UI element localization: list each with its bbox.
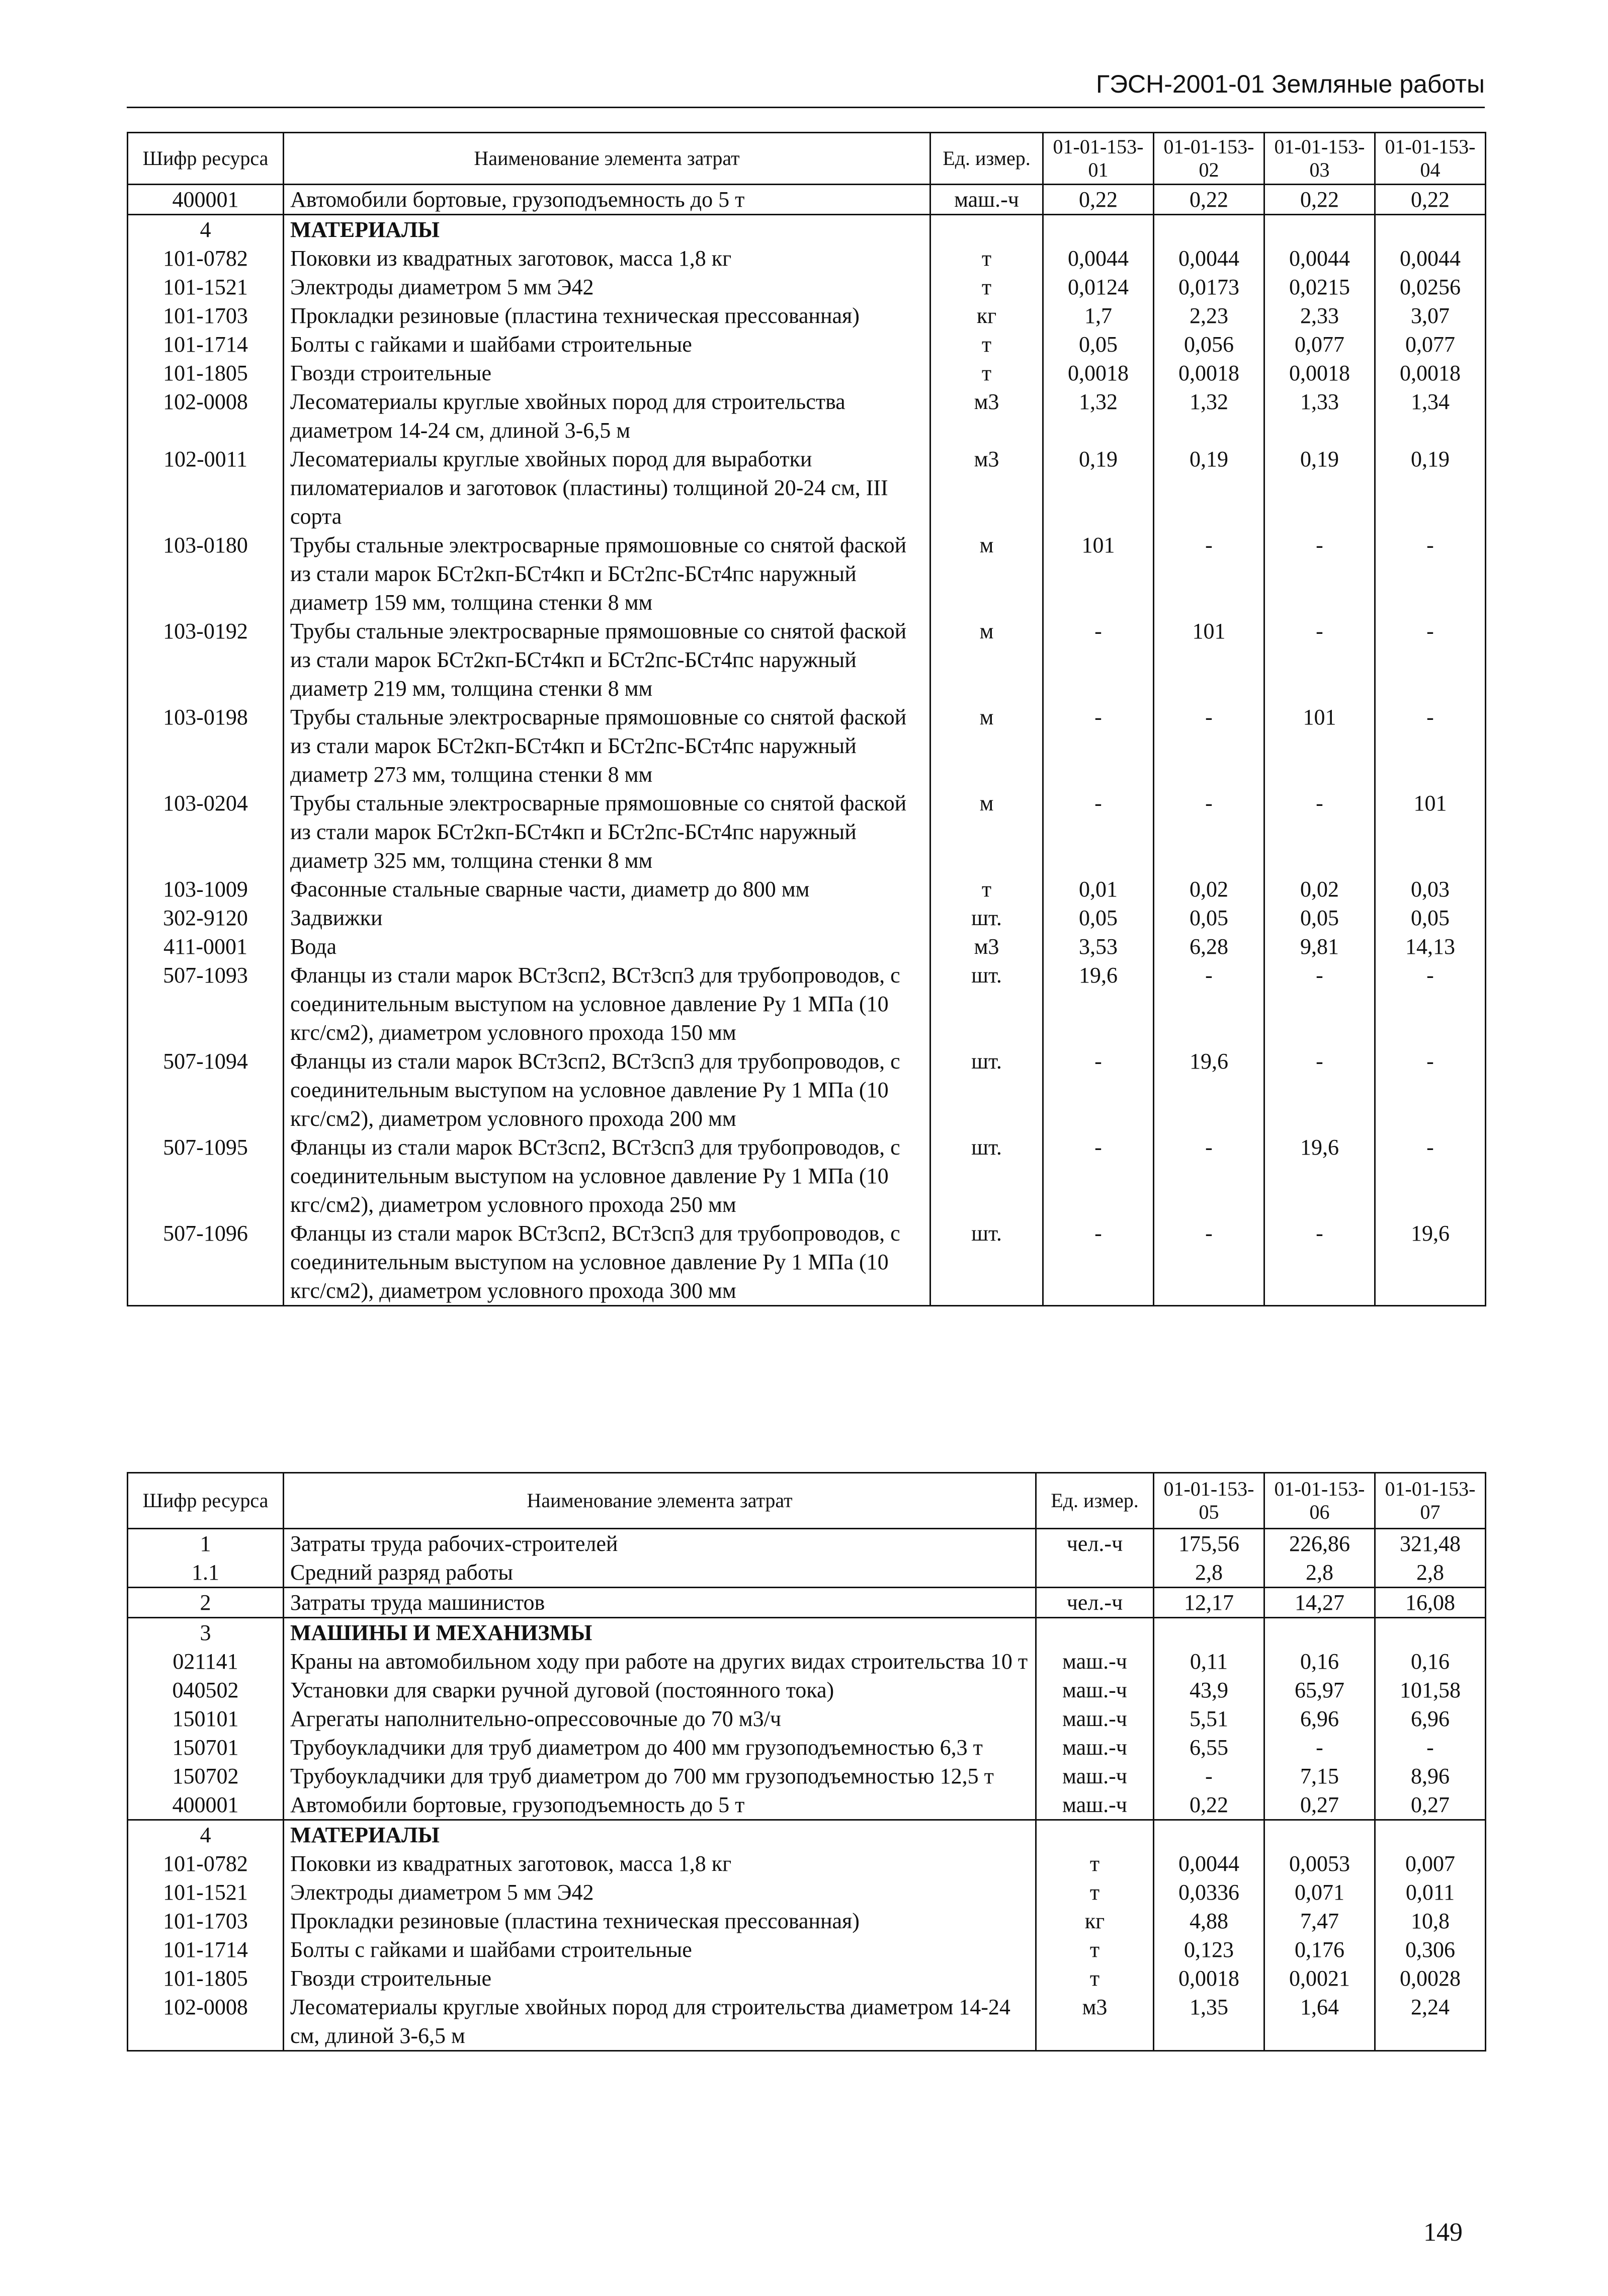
norm-value: 0,0053 — [1264, 1849, 1375, 1878]
norm-value — [1264, 1618, 1375, 1648]
norm-value: 2,24 — [1375, 1993, 1486, 2051]
resource-table-2 — [127, 1472, 1486, 2052]
resource-name: Прокладки резиновые (пластина техническая прессованная) — [284, 301, 930, 330]
norm-value: 0,22 — [1154, 185, 1264, 215]
resource-code: 1.1 — [128, 1558, 284, 1588]
resource-name: Электроды диаметром 5 мм Э42 — [284, 1878, 1036, 1907]
norm-value: 0,0018 — [1154, 1964, 1264, 1993]
unit-of-measure: чел.-ч — [1036, 1588, 1154, 1618]
norm-value: - — [1043, 703, 1154, 789]
norm-value: 101 — [1043, 531, 1154, 617]
norm-value: - — [1264, 531, 1375, 617]
norm-value: 1,32 — [1043, 387, 1154, 445]
norm-value: 8,96 — [1375, 1762, 1486, 1790]
norm-value: 19,6 — [1375, 1219, 1486, 1306]
norm-value: 0,0044 — [1154, 244, 1264, 273]
col-header-unit: Ед. измер. — [930, 133, 1043, 185]
norm-value: - — [1375, 617, 1486, 703]
norm-value: - — [1154, 1219, 1264, 1306]
table-row — [128, 359, 1486, 387]
unit-of-measure: кг — [1036, 1907, 1154, 1935]
norm-value: 0,0044 — [1154, 1849, 1264, 1878]
norm-value: - — [1154, 531, 1264, 617]
norm-value: 0,0028 — [1375, 1964, 1486, 1993]
resource-name: Фланцы из стали марок ВСт3сп2, ВСт3сп3 для трубопроводов, с соединительным выступом на условное давление Ру 1 МПа (10 кгс/см2), диаметром условного прохода 150 мм — [284, 961, 930, 1047]
table-row — [128, 1558, 1486, 1588]
norm-value: 0,19 — [1043, 445, 1154, 531]
norm-value: 0,0336 — [1154, 1878, 1264, 1907]
resource-name: Болты с гайками и шайбами строительные — [284, 330, 930, 359]
norm-value: 1,7 — [1043, 301, 1154, 330]
section-title: МАТЕРИАЛЫ — [284, 1820, 1036, 1850]
col-header-norm: 01-01-153-04 — [1375, 133, 1486, 185]
table-row — [128, 1790, 1486, 1820]
table-row — [128, 789, 1486, 875]
norm-value: 0,0018 — [1043, 359, 1154, 387]
unit-of-measure: маш.-ч — [1036, 1704, 1154, 1733]
unit-of-measure: маш.-ч — [1036, 1790, 1154, 1820]
resource-name: Агрегаты наполнительно-опрессовочные до 70 м3/ч — [284, 1704, 1036, 1733]
resource-name: Трубоукладчики для труб диаметром до 400 мм грузоподъемностью 6,3 т — [284, 1733, 1036, 1762]
unit-of-measure: т — [1036, 1964, 1154, 1993]
norm-value: 0,03 — [1375, 875, 1486, 904]
norm-value — [1375, 1820, 1486, 1850]
norm-value: 1,35 — [1154, 1993, 1264, 2051]
resource-name: Трубы стальные электросварные прямошовные со снятой фаской из стали марок БСт2кп-БСт4кп и БСт2пс-БСт4пс наружный диаметр 219 мм, толщина стенки 8 мм — [284, 617, 930, 703]
resource-code: 507-1093 — [128, 961, 284, 1047]
col-header-name: Наименование элемента затрат — [284, 133, 930, 185]
norm-value: 0,0044 — [1043, 244, 1154, 273]
norm-value: 4,88 — [1154, 1907, 1264, 1935]
resource-code: 103-0204 — [128, 789, 284, 875]
resource-name: Поковки из квадратных заготовок, масса 1,8 кг — [284, 1849, 1036, 1878]
unit-of-measure: м — [930, 531, 1043, 617]
table-row — [128, 1733, 1486, 1762]
resource-code: 3 — [128, 1618, 284, 1648]
norm-value: 0,05 — [1264, 904, 1375, 932]
table-row — [128, 617, 1486, 703]
norm-value: 0,22 — [1264, 185, 1375, 215]
norm-value: - — [1043, 1133, 1154, 1219]
table-row — [128, 1047, 1486, 1133]
norm-value — [1264, 215, 1375, 244]
resource-code: 101-1714 — [128, 1935, 284, 1964]
norm-value: - — [1375, 1047, 1486, 1133]
resource-code: 4 — [128, 1820, 284, 1850]
norm-value: 0,123 — [1154, 1935, 1264, 1964]
resource-code: 102-0008 — [128, 387, 284, 445]
unit-of-measure: т — [1036, 1935, 1154, 1964]
norm-value: 175,56 — [1154, 1529, 1264, 1559]
norm-value: 2,8 — [1375, 1558, 1486, 1588]
norm-value: 5,51 — [1154, 1704, 1264, 1733]
table-row — [128, 1647, 1486, 1676]
unit-of-measure: шт. — [930, 1133, 1043, 1219]
norm-value: 0,11 — [1154, 1647, 1264, 1676]
resource-name: Фланцы из стали марок ВСт3сп2, ВСт3сп3 для трубопроводов, с соединительным выступом на условное давление Ру 1 МПа (10 кгс/см2), диаметром условного прохода 300 мм — [284, 1219, 930, 1306]
resource-name: Вода — [284, 932, 930, 961]
resource-code: 507-1094 — [128, 1047, 284, 1133]
table-row — [128, 1993, 1486, 2051]
norm-value: 0,27 — [1264, 1790, 1375, 1820]
table-header-row — [128, 1473, 1486, 1529]
norm-value: 1,34 — [1375, 387, 1486, 445]
resource-code: 102-0008 — [128, 1993, 284, 2051]
norm-value: 1,64 — [1264, 1993, 1375, 2051]
header-rule — [127, 107, 1485, 108]
norm-value: 0,0021 — [1264, 1964, 1375, 1993]
norm-value: - — [1264, 1219, 1375, 1306]
norm-value: 0,0044 — [1375, 244, 1486, 273]
norm-value: 0,27 — [1375, 1790, 1486, 1820]
norm-value: 16,08 — [1375, 1588, 1486, 1618]
resource-code: 101-1805 — [128, 1964, 284, 1993]
unit-of-measure: м3 — [930, 932, 1043, 961]
unit-of-measure: шт. — [930, 961, 1043, 1047]
table-row — [128, 1676, 1486, 1704]
norm-value: 6,96 — [1264, 1704, 1375, 1733]
norm-value: 0,22 — [1043, 185, 1154, 215]
norm-value: 0,05 — [1154, 904, 1264, 932]
resource-name: Фасонные стальные сварные части, диаметр до 800 мм — [284, 875, 930, 904]
unit-of-measure: маш.-ч — [930, 185, 1043, 215]
table-row — [128, 1704, 1486, 1733]
norm-value: 9,81 — [1264, 932, 1375, 961]
norm-value: 101 — [1154, 617, 1264, 703]
table-row — [128, 330, 1486, 359]
norm-value: - — [1043, 1219, 1154, 1306]
norm-value: - — [1043, 617, 1154, 703]
resource-name: Трубы стальные электросварные прямошовные со снятой фаской из стали марок БСт2кп-БСт4кп и БСт2пс-БСт4пс наружный диаметр 325 мм, толщина стенки 8 мм — [284, 789, 930, 875]
col-header-norm: 01-01-153-06 — [1264, 1473, 1375, 1529]
resource-name: Болты с гайками и шайбами строительные — [284, 1935, 1036, 1964]
norm-value: 0,05 — [1375, 904, 1486, 932]
resource-table-1 — [127, 132, 1486, 1306]
table-row — [128, 1820, 1486, 1850]
norm-value: - — [1154, 961, 1264, 1047]
norm-value: 3,53 — [1043, 932, 1154, 961]
table-row — [128, 1964, 1486, 1993]
norm-value: 6,96 — [1375, 1704, 1486, 1733]
norm-value: 2,33 — [1264, 301, 1375, 330]
norm-value: 14,27 — [1264, 1588, 1375, 1618]
norm-value: - — [1043, 789, 1154, 875]
section-title: МАШИНЫ И МЕХАНИЗМЫ — [284, 1618, 1036, 1648]
unit-of-measure: т — [930, 875, 1043, 904]
resource-code: 400001 — [128, 185, 284, 215]
norm-value: 0,071 — [1264, 1878, 1375, 1907]
norm-value: 0,02 — [1264, 875, 1375, 904]
table-row — [128, 932, 1486, 961]
resource-code: 150101 — [128, 1704, 284, 1733]
norm-value: 0,007 — [1375, 1849, 1486, 1878]
unit-of-measure: м3 — [930, 445, 1043, 531]
norm-value — [1043, 215, 1154, 244]
norm-value: 0,01 — [1043, 875, 1154, 904]
unit-of-measure: маш.-ч — [1036, 1647, 1154, 1676]
norm-value — [1375, 215, 1486, 244]
resource-code: 150701 — [128, 1733, 284, 1762]
unit-of-measure: м — [930, 703, 1043, 789]
resource-name: Прокладки резиновые (пластина техническая прессованная) — [284, 1907, 1036, 1935]
norm-value: 43,9 — [1154, 1676, 1264, 1704]
unit-of-measure: маш.-ч — [1036, 1762, 1154, 1790]
norm-value: - — [1264, 617, 1375, 703]
norm-value — [1264, 1820, 1375, 1850]
resource-code: 507-1096 — [128, 1219, 284, 1306]
table-row — [128, 1618, 1486, 1648]
resource-code: 101-1521 — [128, 1878, 284, 1907]
norm-value: - — [1154, 1133, 1264, 1219]
resource-name: Лесоматериалы круглые хвойных пород для выработки пиломатериалов и заготовок (пластины) толщиной 20-24 см, III сорта — [284, 445, 930, 531]
resource-name: Краны на автомобильном ходу при работе на других видах строительства 10 т — [284, 1647, 1036, 1676]
norm-value: 0,011 — [1375, 1878, 1486, 1907]
resource-code: 150702 — [128, 1762, 284, 1790]
norm-value: 2,8 — [1264, 1558, 1375, 1588]
resource-code: 400001 — [128, 1790, 284, 1820]
resource-code: 103-0180 — [128, 531, 284, 617]
norm-value: 3,07 — [1375, 301, 1486, 330]
norm-value: 14,13 — [1375, 932, 1486, 961]
resource-code: 040502 — [128, 1676, 284, 1704]
norm-value: 0,05 — [1043, 904, 1154, 932]
resource-code: 101-1703 — [128, 301, 284, 330]
norm-value: 0,22 — [1154, 1790, 1264, 1820]
col-header-norm: 01-01-153-07 — [1375, 1473, 1486, 1529]
unit-of-measure — [930, 215, 1043, 244]
norm-value: 226,86 — [1264, 1529, 1375, 1559]
norm-value: 7,15 — [1264, 1762, 1375, 1790]
resource-code: 103-0198 — [128, 703, 284, 789]
norm-value: - — [1264, 789, 1375, 875]
norm-value: 1,32 — [1154, 387, 1264, 445]
table-row — [128, 215, 1486, 244]
norm-value: 12,17 — [1154, 1588, 1264, 1618]
norm-value: 0,176 — [1264, 1935, 1375, 1964]
resource-name: Автомобили бортовые, грузоподъемность до 5 т — [284, 1790, 1036, 1820]
unit-of-measure — [1036, 1558, 1154, 1588]
unit-of-measure: т — [930, 359, 1043, 387]
norm-value: 0,0018 — [1375, 359, 1486, 387]
table-row — [128, 531, 1486, 617]
resource-code: 411-0001 — [128, 932, 284, 961]
resource-code: 102-0011 — [128, 445, 284, 531]
resource-code: 4 — [128, 215, 284, 244]
norm-value: 101,58 — [1375, 1676, 1486, 1704]
table-row — [128, 961, 1486, 1047]
norm-value: 0,0018 — [1264, 359, 1375, 387]
resource-name: Задвижки — [284, 904, 930, 932]
resource-code: 101-1714 — [128, 330, 284, 359]
table-header-row — [128, 133, 1486, 185]
col-header-unit: Ед. измер. — [1036, 1473, 1154, 1529]
norm-value: 0,0256 — [1375, 273, 1486, 301]
unit-of-measure: м — [930, 617, 1043, 703]
norm-value: - — [1154, 1762, 1264, 1790]
resource-code: 101-1703 — [128, 1907, 284, 1935]
col-header-norm: 01-01-153-02 — [1154, 133, 1264, 185]
resource-code: 103-0192 — [128, 617, 284, 703]
table-row — [128, 1588, 1486, 1618]
norm-value: 2,23 — [1154, 301, 1264, 330]
resource-code: 101-1521 — [128, 273, 284, 301]
resource-name: Лесоматериалы круглые хвойных пород для строительства диаметром 14-24 см, длиной 3-6,5 м — [284, 1993, 1036, 2051]
norm-value: 0,0124 — [1043, 273, 1154, 301]
section-title: МАТЕРИАЛЫ — [284, 215, 930, 244]
table-row — [128, 1878, 1486, 1907]
table-row — [128, 1907, 1486, 1935]
table-row — [128, 904, 1486, 932]
norm-value: - — [1154, 703, 1264, 789]
unit-of-measure — [1036, 1820, 1154, 1850]
resource-code: 021141 — [128, 1647, 284, 1676]
resource-name: Средний разряд работы — [284, 1558, 1036, 1588]
norm-value: - — [1264, 1047, 1375, 1133]
table-row — [128, 445, 1486, 531]
norm-value — [1154, 1820, 1264, 1850]
resource-name: Лесоматериалы круглые хвойных пород для строительства диаметром 14-24 см, длиной 3-6,5 м — [284, 387, 930, 445]
table-row — [128, 301, 1486, 330]
table-row — [128, 875, 1486, 904]
unit-of-measure: кг — [930, 301, 1043, 330]
norm-value: 6,55 — [1154, 1733, 1264, 1762]
unit-of-measure: т — [930, 273, 1043, 301]
norm-value: 0,16 — [1375, 1647, 1486, 1676]
col-header-norm: 01-01-153-01 — [1043, 133, 1154, 185]
norm-value: 0,02 — [1154, 875, 1264, 904]
resource-code: 101-0782 — [128, 244, 284, 273]
resource-name: Фланцы из стали марок ВСт3сп2, ВСт3сп3 для трубопроводов, с соединительным выступом на условное давление Ру 1 МПа (10 кгс/см2), диаметром условного прохода 200 мм — [284, 1047, 930, 1133]
norm-value: 6,28 — [1154, 932, 1264, 961]
norm-value — [1154, 1618, 1264, 1648]
unit-of-measure: чел.-ч — [1036, 1529, 1154, 1559]
resource-code: 101-0782 — [128, 1849, 284, 1878]
col-header-norm: 01-01-153-03 — [1264, 133, 1375, 185]
unit-of-measure: т — [1036, 1849, 1154, 1878]
resource-name: Трубоукладчики для труб диаметром до 700 мм грузоподъемностью 12,5 т — [284, 1762, 1036, 1790]
table-row — [128, 273, 1486, 301]
table-row — [128, 244, 1486, 273]
norm-value: 7,47 — [1264, 1907, 1375, 1935]
norm-value — [1154, 215, 1264, 244]
norm-value: - — [1264, 1733, 1375, 1762]
norm-value: - — [1264, 961, 1375, 1047]
resource-name: Трубы стальные электросварные прямошовные со снятой фаской из стали марок БСт2кп-БСт4кп и БСт2пс-БСт4пс наружный диаметр 159 мм, толщина стенки 8 мм — [284, 531, 930, 617]
table-row — [128, 1762, 1486, 1790]
resource-code: 2 — [128, 1588, 284, 1618]
norm-value: 0,0018 — [1154, 359, 1264, 387]
unit-of-measure: т — [930, 330, 1043, 359]
resource-name: Автомобили бортовые, грузоподъемность до 5 т — [284, 185, 930, 215]
unit-of-measure: шт. — [930, 904, 1043, 932]
table-row — [128, 1849, 1486, 1878]
norm-value: 0,05 — [1043, 330, 1154, 359]
table-row — [128, 387, 1486, 445]
norm-value: 0,077 — [1264, 330, 1375, 359]
resource-code: 103-1009 — [128, 875, 284, 904]
norm-value: 0,19 — [1154, 445, 1264, 531]
norm-value: 0,056 — [1154, 330, 1264, 359]
table-row — [128, 1529, 1486, 1559]
col-header-code: Шифр ресурса — [128, 1473, 284, 1529]
norm-value: 0,0215 — [1264, 273, 1375, 301]
table-row — [128, 185, 1486, 215]
norm-value: 321,48 — [1375, 1529, 1486, 1559]
norm-value: 19,6 — [1264, 1133, 1375, 1219]
resource-name: Затраты труда машинистов — [284, 1588, 1036, 1618]
unit-of-measure: шт. — [930, 1219, 1043, 1306]
norm-value: 101 — [1264, 703, 1375, 789]
resource-name: Электроды диаметром 5 мм Э42 — [284, 273, 930, 301]
resource-name: Гвозди строительные — [284, 359, 930, 387]
unit-of-measure: маш.-ч — [1036, 1676, 1154, 1704]
unit-of-measure: м3 — [930, 387, 1043, 445]
norm-value: 0,306 — [1375, 1935, 1486, 1964]
unit-of-measure — [1036, 1618, 1154, 1648]
norm-value: 0,16 — [1264, 1647, 1375, 1676]
col-header-name: Наименование элемента затрат — [284, 1473, 1036, 1529]
resource-code: 507-1095 — [128, 1133, 284, 1219]
norm-value: 0,19 — [1375, 445, 1486, 531]
resource-name: Затраты труда рабочих-строителей — [284, 1529, 1036, 1559]
unit-of-measure: м — [930, 789, 1043, 875]
norm-value: 10,8 — [1375, 1907, 1486, 1935]
norm-value: 0,0173 — [1154, 273, 1264, 301]
unit-of-measure: т — [1036, 1878, 1154, 1907]
table-row — [128, 1133, 1486, 1219]
norm-value: - — [1375, 703, 1486, 789]
norm-value: - — [1375, 1133, 1486, 1219]
table-row — [128, 1935, 1486, 1964]
resource-code: 101-1805 — [128, 359, 284, 387]
resource-name: Поковки из квадратных заготовок, масса 1,8 кг — [284, 244, 930, 273]
page-number: 149 — [1423, 2218, 1463, 2247]
unit-of-measure: т — [930, 244, 1043, 273]
norm-value — [1375, 1618, 1486, 1648]
norm-value: 0,19 — [1264, 445, 1375, 531]
col-header-norm: 01-01-153-05 — [1154, 1473, 1264, 1529]
unit-of-measure: шт. — [930, 1047, 1043, 1133]
resource-name: Фланцы из стали марок ВСт3сп2, ВСт3сп3 для трубопроводов, с соединительным выступом на условное давление Ру 1 МПа (10 кгс/см2), диаметром условного прохода 250 мм — [284, 1133, 930, 1219]
norm-value: 0,077 — [1375, 330, 1486, 359]
norm-value: - — [1375, 961, 1486, 1047]
norm-value: - — [1043, 1047, 1154, 1133]
norm-value: 1,33 — [1264, 387, 1375, 445]
table-row — [128, 703, 1486, 789]
norm-value: 65,97 — [1264, 1676, 1375, 1704]
unit-of-measure: маш.-ч — [1036, 1733, 1154, 1762]
norm-value: 101 — [1375, 789, 1486, 875]
col-header-code: Шифр ресурса — [128, 133, 284, 185]
running-header: ГЭСН-2001-01 Земляные работы — [1096, 70, 1485, 98]
resource-name: Трубы стальные электросварные прямошовные со снятой фаской из стали марок БСт2кп-БСт4кп и БСт2пс-БСт4пс наружный диаметр 273 мм, толщина стенки 8 мм — [284, 703, 930, 789]
resource-code: 302-9120 — [128, 904, 284, 932]
norm-value: - — [1375, 1733, 1486, 1762]
table-row — [128, 1219, 1486, 1306]
resource-name: Гвозди строительные — [284, 1964, 1036, 1993]
norm-value: 19,6 — [1154, 1047, 1264, 1133]
norm-value: 0,22 — [1375, 185, 1486, 215]
resource-code: 1 — [128, 1529, 284, 1559]
norm-value: - — [1375, 531, 1486, 617]
norm-value: 2,8 — [1154, 1558, 1264, 1588]
norm-value: - — [1154, 789, 1264, 875]
unit-of-measure: м3 — [1036, 1993, 1154, 2051]
norm-value: 0,0044 — [1264, 244, 1375, 273]
norm-value: 19,6 — [1043, 961, 1154, 1047]
resource-name: Установки для сварки ручной дуговой (постоянного тока) — [284, 1676, 1036, 1704]
